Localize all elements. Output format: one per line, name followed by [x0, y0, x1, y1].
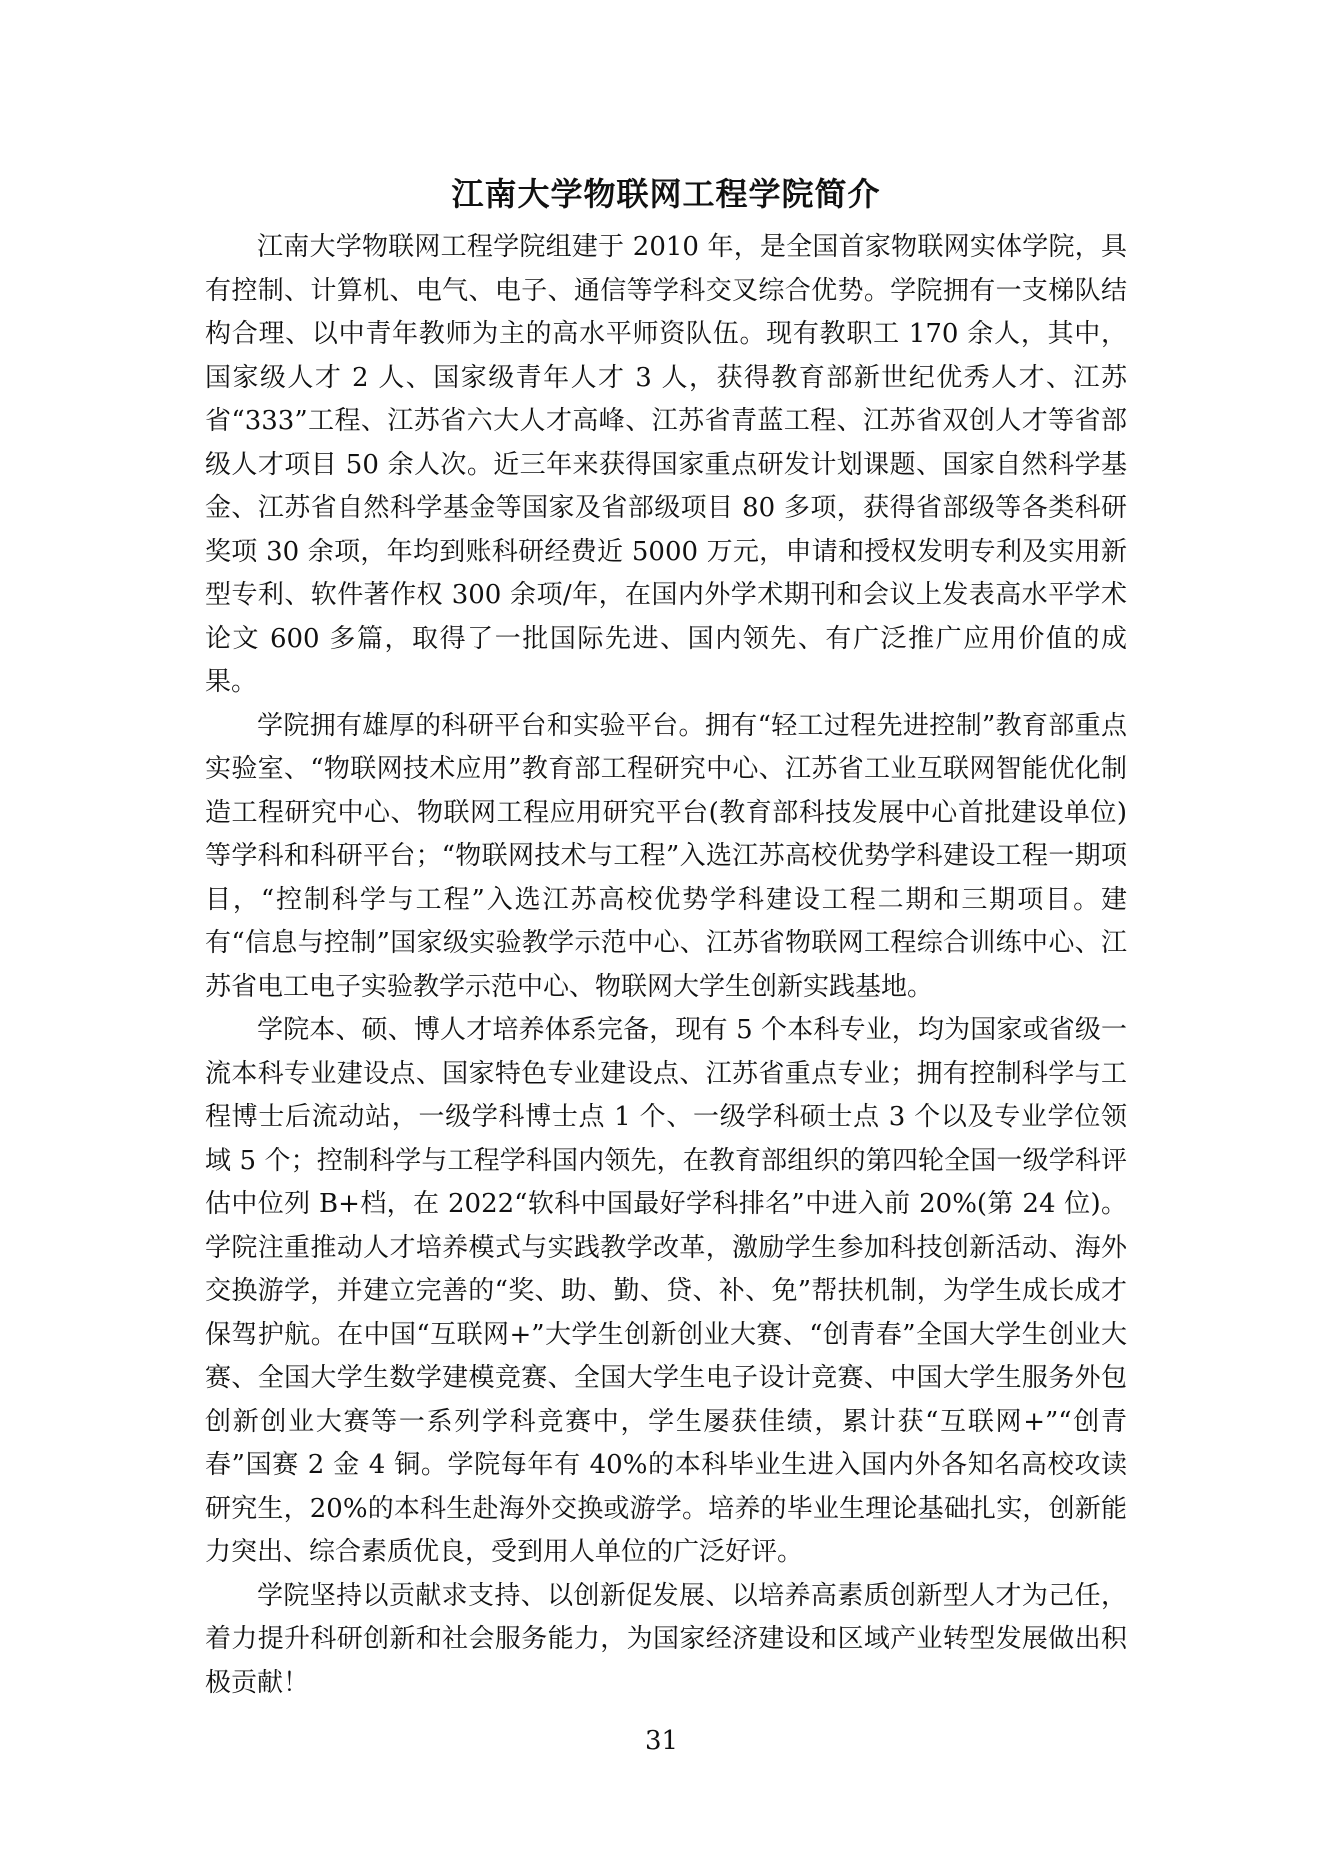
paragraph-research-platforms: 学院拥有雄厚的科研平台和实验平台。拥有“轻工过程先进控制”教育部重点实验室、“物联网技术应用”教育部工程研究中心、江苏省工业互联网智能优化制造工程研究中心、物联网工程应用研究平台(教育部科技发展中心首批建设单位)等学科和科研平台；“物联网技术与工程”入选江苏高校优势学科建设工程一期项目，“控制科学与工程”入选江苏高校优势学科建设工程二期和三期项目。建有“信息与控制”国家级实验教学示范中心、江苏省物联网工程综合训练中心、江苏省电工电子实验教学示范中心、物联网大学生创新实践基地。 [205, 710, 1127, 1002]
paragraph-talent-training: 学院本、硕、博人才培养体系完备，现有 5 个本科专业，均为国家或省级一流本科专业建设点、国家特色专业建设点、江苏省重点专业；拥有控制科学与工程博士后流动站，一级学科博士点 1 个、一级学科硕士点 3 个以及专业学位领域 5 个；控制科学与工程学科国内领先，在教育部组织的第四轮全国一级学科评估中位列 B+档，在 2022“软科中国最好学科排名”中进入前 20%(第 24 位)。学院注重推动人才培养模式与实践教学改革，激励学生参加科技创新活动、海外交换游学，并建立完善的“奖、助、勤、贷、补、免”帮扶机制，为学生成长成才保驾护航。在中国“互联网+”大学生创新创业大赛、“创青春”全国大学生创业大赛、全国大学生数学建模竞赛、全国大学生电子设计竞赛、中国大学生服务外包创新创业大赛等一系列学科竞赛中，学生屡获佳绩，累计获“互联网+”“创青春”国赛 2 金 4 铜。学院每年有 40%的本科毕业生进入国内外各知名高校攻读研究生，20%的本科生赴海外交换或游学。培养的毕业生理论基础扎实，创新能力突出、综合素质优良，受到用人单位的广泛好评。 [205, 1015, 1127, 1567]
document-title: 江南大学物联网工程学院简介 [451, 175, 881, 213]
paragraph-mission: 学院坚持以贡献求支持、以创新促发展、以培养高素质创新型人才为己任，着力提升科研创新和社会服务能力，为国家经济建设和区域产业转型发展做出积极贡献！ [205, 1580, 1127, 1698]
paragraph-founding: 江南大学物联网工程学院组建于 2010 年，是全国首家物联网实体学院，具有控制、计算机、电气、电子、通信等学科交叉综合优势。学院拥有一支梯队结构合理、以中青年教师为主的高水平师资队伍。现有教职工 170 余人，其中，国家级人才 2 人、国家级青年人才 3 人，获得教育部新世纪优秀人才、江苏省“333”工程、江苏省六大人才高峰、江苏省青蓝工程、江苏省双创人才等省部级人才项目 50 余人次。近三年来获得国家重点研发计划课题、国家自然科学基金、江苏省自然科学基金等国家及省部级项目 80 多项，获得省部级等各类科研奖项 30 余项，年均到账科研经费近 5000 万元，申请和授权发明专利及实用新型专利、软件著作权 300 余项/年，在国内外学术期刊和会议上发表高水平学术论文 600 多篇，取得了一批国际先进、国内领先、有广泛推广应用价值的成果。 [205, 232, 1127, 697]
document-body [205, 168, 1127, 1705]
page-number: 31 [644, 1726, 679, 1756]
